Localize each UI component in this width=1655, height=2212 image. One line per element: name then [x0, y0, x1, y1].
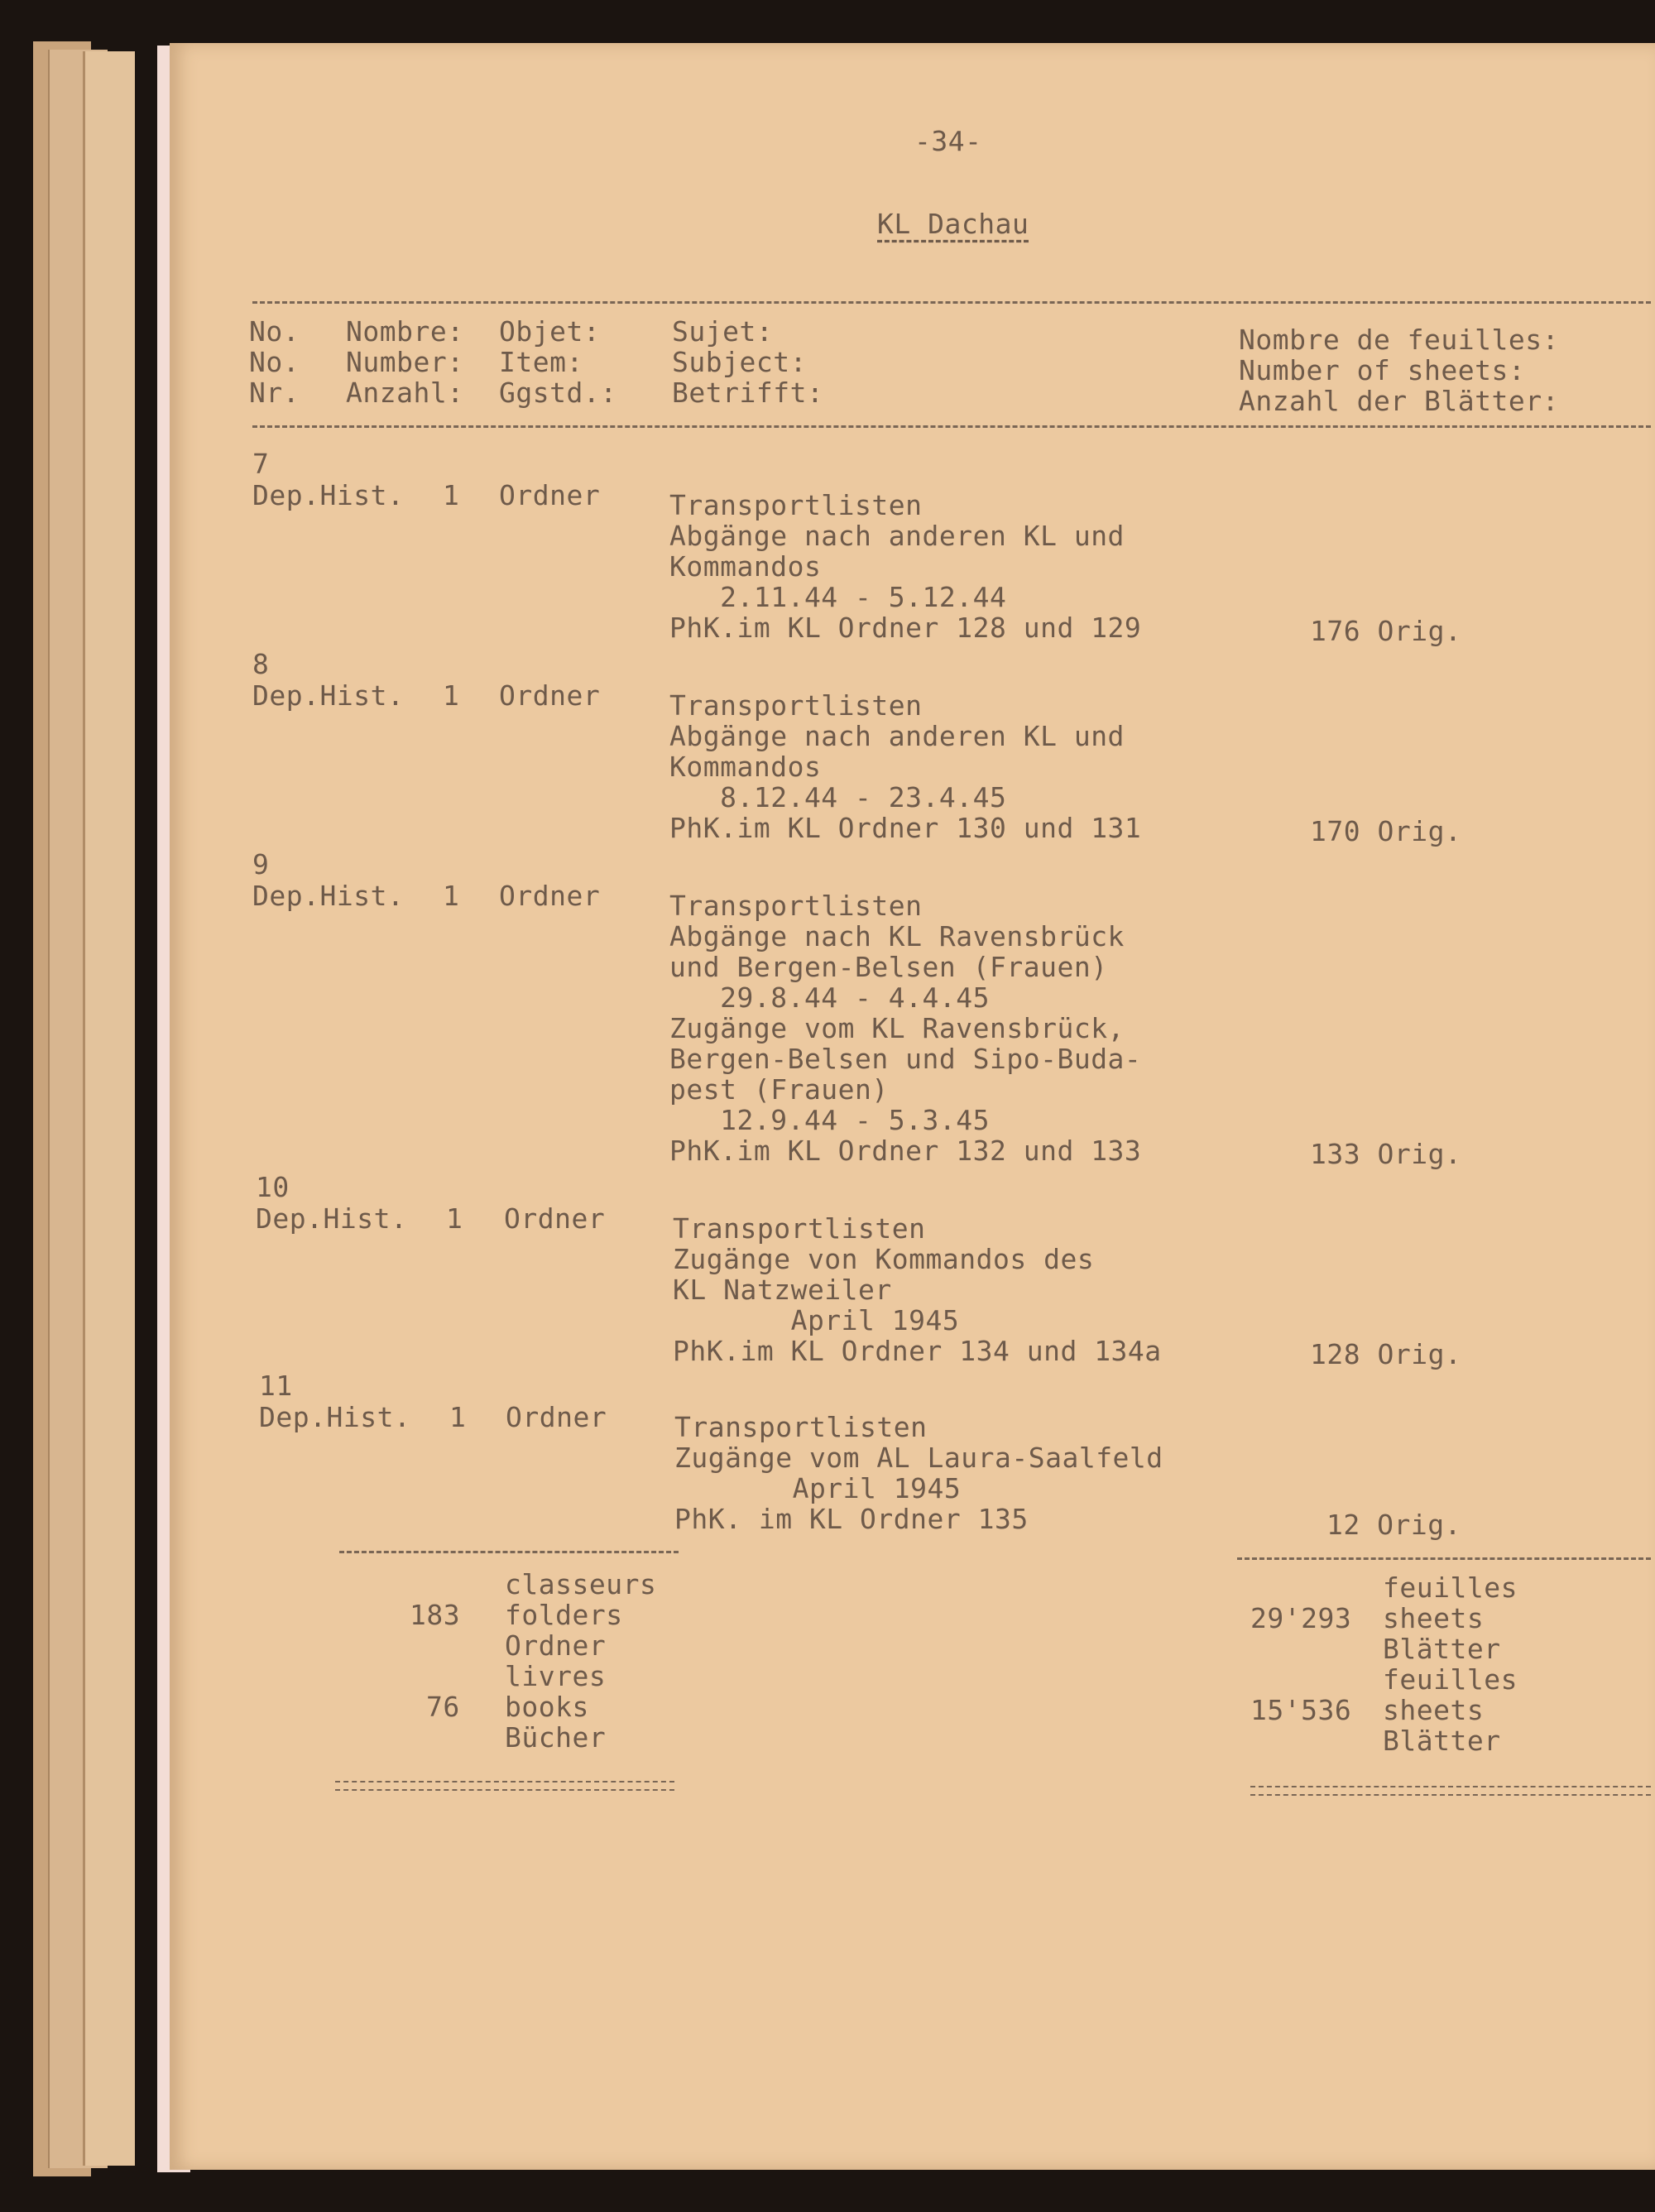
entry-line: April 1945	[673, 1304, 960, 1336]
totals-label: feuilles	[1383, 1571, 1518, 1604]
header-no: Nr.	[249, 377, 300, 409]
entry-count: 1	[446, 1202, 463, 1235]
entry-line: Kommandos	[669, 751, 822, 783]
totals-right-double-rule	[1250, 1786, 1651, 1796]
entry-line: Abgänge nach anderen KL und	[669, 520, 1125, 552]
entry-item: Ordner	[506, 1401, 607, 1433]
header-sujet: Sujet:	[672, 315, 774, 348]
totals-count: 29'293	[1250, 1602, 1352, 1634]
entry-sheets: 133 Orig.	[1310, 1138, 1462, 1170]
totals-count: 76	[426, 1691, 460, 1723]
entry-line: Transportlisten	[669, 890, 923, 922]
entry-line: PhK.im KL Ordner 132 und 133	[669, 1135, 1142, 1167]
page-number: -34-	[914, 125, 982, 157]
entry-line: 29.8.44 - 4.4.45	[669, 981, 990, 1014]
header-no: No.	[249, 315, 300, 348]
totals-count: 183	[410, 1599, 461, 1631]
totals-label: livres	[505, 1660, 607, 1692]
header-nombre: Nombre:	[346, 315, 464, 348]
entry-line: 12.9.44 - 5.3.45	[669, 1104, 990, 1136]
header-no: No.	[249, 346, 300, 378]
totals-right-rule	[1237, 1557, 1651, 1560]
entry-line: Zugänge vom KL Ravensbrück,	[669, 1012, 1125, 1044]
header-feuilles: Anzahl der Blätter:	[1239, 385, 1559, 417]
entry-item: Ordner	[499, 679, 601, 712]
header-sujet: Betrifft:	[672, 377, 824, 409]
totals-label: sheets	[1383, 1602, 1485, 1634]
entry-line: PhK.im KL Ordner 134 und 134a	[673, 1335, 1162, 1367]
header-objet: Ggstd.:	[499, 377, 617, 409]
entry-dep: Dep.Hist.	[252, 479, 405, 511]
header-sujet: Subject:	[672, 346, 807, 378]
entry-line: Kommandos	[669, 550, 822, 583]
entry-line: 8.12.44 - 23.4.45	[669, 781, 1007, 813]
totals-label: folders	[505, 1599, 623, 1631]
entry-line: Bergen-Belsen und Sipo-Buda-	[669, 1043, 1142, 1075]
entry-count: 1	[443, 679, 460, 712]
header-feuilles: Nombre de feuilles:	[1239, 324, 1559, 356]
entry-line: Abgänge nach anderen KL und	[669, 720, 1125, 752]
entry-count: 1	[443, 880, 460, 912]
totals-label: books	[505, 1691, 589, 1723]
entry-dep: Dep.Hist.	[259, 1401, 411, 1433]
header-objet: Objet:	[499, 315, 601, 348]
entry-dep: Dep.Hist.	[256, 1202, 408, 1235]
entry-number: 11	[259, 1370, 293, 1402]
entry-line: PhK. im KL Ordner 135	[674, 1503, 1029, 1535]
totals-label: Ordner	[505, 1629, 607, 1662]
entry-line: Zugänge vom AL Laura-Saalfeld	[674, 1442, 1163, 1474]
header-bottom-rule	[252, 425, 1651, 428]
entry-line: April 1945	[674, 1472, 962, 1504]
totals-count: 15'536	[1250, 1694, 1352, 1726]
entry-count: 1	[449, 1401, 467, 1433]
entry-item: Ordner	[504, 1202, 606, 1235]
totals-left-double-rule	[335, 1781, 674, 1791]
header-objet: Item:	[499, 346, 583, 378]
document-page	[170, 43, 1655, 2170]
entry-line: Transportlisten	[673, 1212, 926, 1245]
entry-line: Abgänge nach KL Ravensbrück	[669, 920, 1125, 952]
page-title: KL Dachau	[877, 208, 1029, 240]
totals-label: feuilles	[1383, 1663, 1518, 1696]
entry-line: 2.11.44 - 5.12.44	[669, 581, 1007, 613]
book-edge	[83, 51, 135, 2166]
entry-number: 7	[252, 448, 270, 480]
entry-line: KL Natzweiler	[673, 1274, 892, 1306]
entry-dep: Dep.Hist.	[252, 679, 405, 712]
entry-sheets: 12 Orig.	[1326, 1509, 1461, 1541]
header-feuilles: Number of sheets:	[1239, 354, 1526, 386]
entry-sheets: 128 Orig.	[1310, 1338, 1462, 1370]
totals-label: classeurs	[505, 1568, 657, 1600]
totals-label: sheets	[1383, 1694, 1485, 1726]
entry-sheets: 170 Orig.	[1310, 815, 1462, 847]
entry-item: Ordner	[499, 479, 601, 511]
entry-line: PhK.im KL Ordner 130 und 131	[669, 812, 1142, 844]
totals-left-rule	[339, 1551, 679, 1553]
entry-number: 8	[252, 648, 270, 680]
entry-dep: Dep.Hist.	[252, 880, 405, 912]
header-nombre: Number:	[346, 346, 464, 378]
entry-number: 9	[252, 848, 270, 880]
totals-label: Bücher	[505, 1721, 607, 1754]
entry-line: und Bergen-Belsen (Frauen)	[669, 951, 1108, 983]
entry-line: Transportlisten	[674, 1411, 928, 1443]
entry-number: 10	[256, 1171, 290, 1203]
header-nombre: Anzahl:	[346, 377, 464, 409]
totals-label: Blätter	[1383, 1633, 1501, 1665]
entry-line: pest (Frauen)	[669, 1073, 889, 1106]
entry-line: PhK.im KL Ordner 128 und 129	[669, 612, 1142, 644]
totals-label: Blätter	[1383, 1725, 1501, 1757]
entry-line: Transportlisten	[669, 689, 923, 722]
entry-item: Ordner	[499, 880, 601, 912]
entry-line: Zugänge von Kommandos des	[673, 1243, 1095, 1275]
header-top-rule	[252, 301, 1651, 304]
entry-line: Transportlisten	[669, 489, 923, 521]
entry-count: 1	[443, 479, 460, 511]
entry-sheets: 176 Orig.	[1310, 615, 1462, 647]
